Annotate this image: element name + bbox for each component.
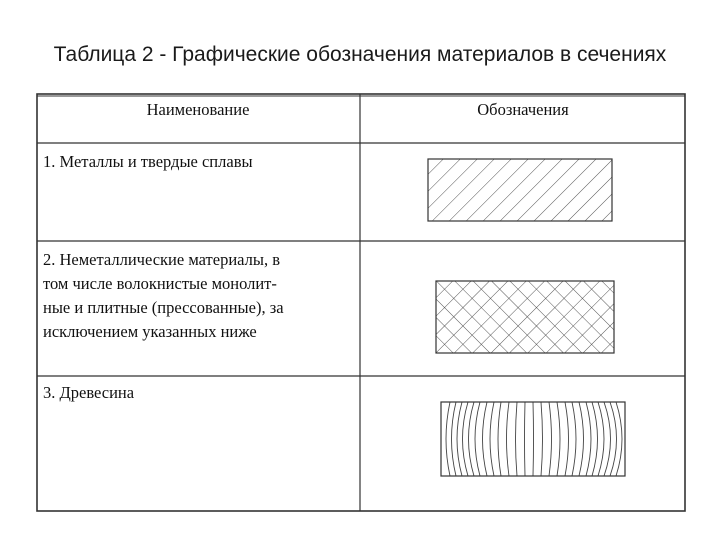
- row-3-name: 3. Древесина: [43, 383, 135, 402]
- page-title: Таблица 2 - Графические обозначения материалов в сечениях: [53, 43, 667, 66]
- wood-grain-icon: [440, 401, 626, 477]
- header-name: Наименование: [146, 100, 250, 119]
- diagonal-hatch-icon: [427, 158, 613, 222]
- row-1-name: 1. Металлы и твердые сплавы: [43, 152, 253, 171]
- row-2-name: 2. Неметаллические материалы, в том числе волокнистые монолит- ные и плитные (прессованные), за исключением указанных ниже: [43, 250, 284, 341]
- cross-hatch-icon: [435, 280, 615, 354]
- header-symbol: Обозначения: [477, 100, 569, 119]
- materials-table: [36, 93, 686, 512]
